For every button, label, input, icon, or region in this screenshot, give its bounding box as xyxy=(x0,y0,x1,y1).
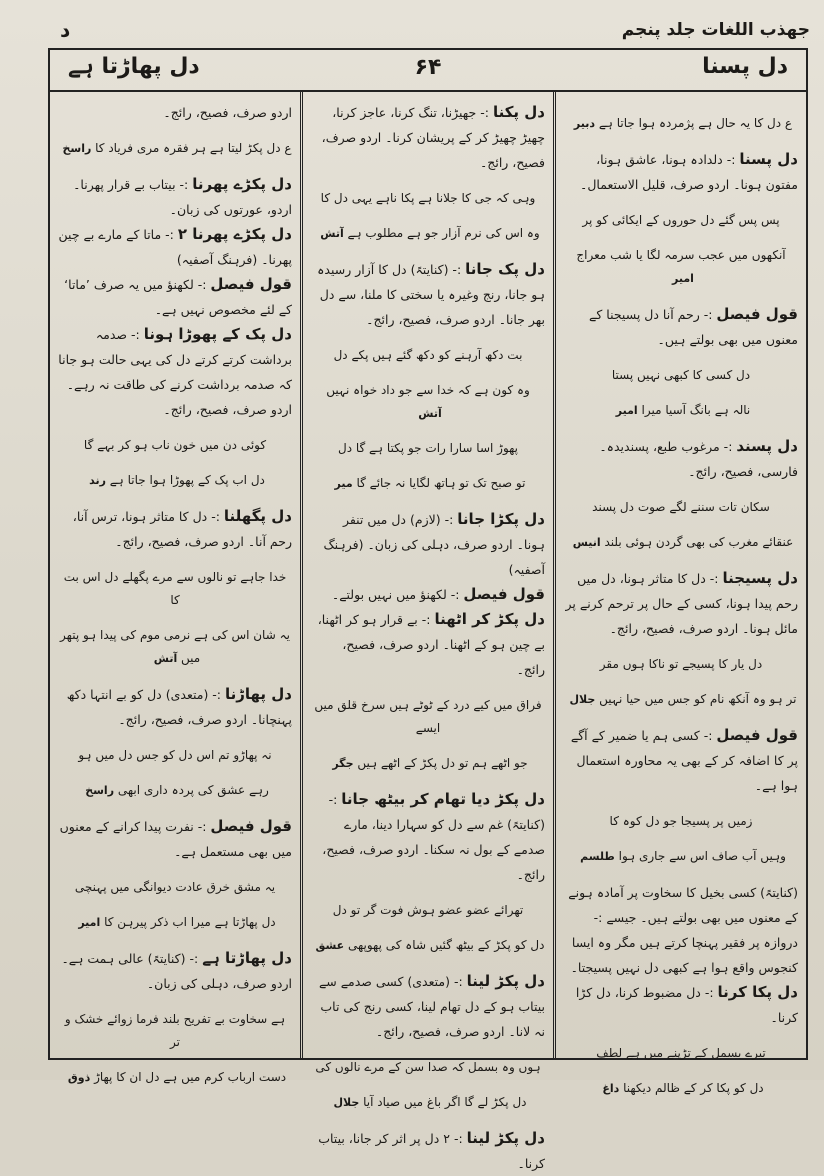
verse-line xyxy=(311,1056,545,1079)
verse-line xyxy=(311,752,545,775)
entry-definition: :- نفرت پیدا کرانے کے معنوں میں بھی مستعمل ہے۔ xyxy=(59,819,292,859)
column-right xyxy=(556,92,806,1095)
verse-line xyxy=(311,222,545,245)
verse-text: دل پھاڑتا ہے میرا اب ذکر پیرہن کا xyxy=(104,915,276,929)
entry-definition: :- ماتا کے مارے بے چین پھرنا۔ (فرہنگ آصفیہ) xyxy=(58,227,292,267)
verse-text: ع دل پکڑ لیتا ہے ہر فقرہ مری فریاد کا xyxy=(95,141,292,155)
verse-text: ع دل کا یہ حال ہے پژمردہ ہوا جاتا ہے xyxy=(598,116,793,130)
column-middle xyxy=(303,92,556,1171)
verse-text: رہے عشق کی پردہ داری ابھی xyxy=(117,783,269,797)
dictionary-entry xyxy=(58,814,292,864)
verse-line xyxy=(58,469,292,492)
verse-line xyxy=(564,688,798,711)
verse-line xyxy=(564,364,798,387)
verse-text: وہی کہ جی کا جلانا ہے پکا ناہے یہی دل کا xyxy=(320,191,536,205)
running-header xyxy=(40,18,810,48)
verse-line xyxy=(58,624,292,670)
verse-text: فراق میں کیے درد کے ٹوٹے ہیں سرخ قلق میں ایسے xyxy=(314,698,542,735)
verse-line xyxy=(311,694,545,740)
entry-definition: :- دل کا متاثر ہونا، ترس آنا، رحم آنا۔ اردو صرف، فصیح، رائج۔ xyxy=(72,509,292,549)
poet-name: رند xyxy=(89,474,110,487)
verse-line xyxy=(58,779,292,802)
poet-name: جلال xyxy=(333,1096,364,1109)
entry-headword: دل پک جانا xyxy=(465,260,545,278)
dictionary-entry xyxy=(564,147,798,197)
section-letter: د xyxy=(60,18,71,42)
verse-line xyxy=(58,137,292,160)
entry-headword: قول فیصل xyxy=(716,305,798,323)
verse-line xyxy=(564,112,798,135)
verse-line xyxy=(564,244,798,290)
entry-headword: دل پھاڑنا xyxy=(224,685,292,703)
dictionary-entry xyxy=(58,946,292,996)
dictionary-entry xyxy=(311,969,545,1044)
verse-line xyxy=(564,531,798,554)
entry-headword: دل پسند xyxy=(736,437,798,455)
dictionary-entry xyxy=(564,723,798,798)
dictionary-entry xyxy=(311,257,545,332)
verse-text: آنکھوں میں عجب سرمہ لگا یا شب معراج xyxy=(576,248,786,262)
verse-text: وہ کون ہے کہ خدا سے جو داد خواہ نہیں xyxy=(326,383,530,397)
verse-text: دل اب پک کے پھوڑا ہوا جاتا ہے xyxy=(109,473,265,487)
entry-definition: :- دل مضبوط کرنا، دل کڑا کرنا۔ xyxy=(575,985,798,1025)
dictionary-entry xyxy=(564,302,798,352)
entry-headword: دل پسیجنا xyxy=(722,569,798,587)
entry-headword: دل پکا کرنا xyxy=(717,983,798,1001)
verse-text: دل کسی کا کبھی نہیں پستا xyxy=(611,368,751,382)
verse-text: نہ پھاڑو تم اس دل کو جس دل میں ہو xyxy=(78,748,272,762)
entry-headword: قول فیصل xyxy=(463,585,545,603)
verse-line xyxy=(58,434,292,457)
entry-definition: :- صدمہ برداشت کرتے کرتے دل کی یہی حالت ہو جانا کہ صدمہ برداشت کرنے کی طاقت نہ رہے۔ اردو صرف، فصیح، رائج۔ xyxy=(58,327,292,417)
poet-name: دبیر xyxy=(573,117,599,130)
entry-headword: دل پسنا xyxy=(739,150,798,168)
entry-definition: :- لکھنؤ میں یہ صرف ’ماتا‘ کے لئے مخصوص نہیں ہے۔ xyxy=(64,277,292,317)
entry-headword: دل پکڑ دیا تھام کر بیٹھ جانا xyxy=(341,790,545,808)
entry-definition: :- (کنایتہً) عالی ہمت ہے۔ اردو صرف، دہلی کی زبان۔ xyxy=(61,951,292,991)
entry-definition: :- جھیڑنا، تنگ کرنا، عاجز کرنا، چھیڑ چھیڑ کر کے پریشان کرنا۔ اردو صرف، فصیح، رائج۔ xyxy=(321,105,545,170)
verse-line xyxy=(311,899,545,922)
verse-text: یہ شان اس کی ہے نرمی موم کی پیدا ہو پتھر میں xyxy=(60,628,290,665)
verse-text: کوئی دن میں خون ناب ہو کر بہے گا xyxy=(83,438,267,452)
entry-definition: :- لکھنؤ میں نہیں بولتے۔ xyxy=(331,587,464,602)
dictionary-entry xyxy=(564,566,798,641)
poet-name: داغ xyxy=(602,1082,624,1095)
dictionary-entry xyxy=(58,682,292,732)
entry-definition: :- بے قرار ہو کر اٹھنا، بے چین ہو کے اٹھنا۔ اردو صرف، فصیح، رائج۔ xyxy=(317,612,545,677)
verse-text: سکان تات سننے لگے صوت دل پسند xyxy=(592,500,770,514)
poet-name: ذوق xyxy=(67,1071,95,1084)
poet-name: راسخ xyxy=(62,142,96,155)
poet-name: جلال xyxy=(569,693,600,706)
verse-text: دست ارباب کرم میں ہے دل ان کا پھاڑ xyxy=(94,1070,287,1084)
entry-headword: دل پکڑا جانا xyxy=(457,510,545,528)
entry-definition: :- (کنایتہً) غم سے دل کو سہارا دینا، مارے صدمے کے بول نہ سکنا۔ اردو صرف، فصیح، رائج۔ xyxy=(322,792,545,882)
poet-name: آتش xyxy=(153,652,182,665)
poet-name: امیر xyxy=(672,272,694,285)
poet-name: انیس xyxy=(572,536,605,549)
dictionary-entry xyxy=(311,582,545,607)
dictionary-entry xyxy=(311,100,545,175)
poet-name: میر xyxy=(334,477,357,490)
dictionary-entry xyxy=(311,607,545,682)
verse-line xyxy=(564,1042,798,1065)
entry-headword: دل پکڑے پھرنا xyxy=(192,175,292,193)
verse-text: تر ہو وہ آنکھ نام کو جس میں حیا نہیں xyxy=(599,692,797,706)
verse-text: دل پکڑ لے گا اگر باغ میں صیاد آیا xyxy=(363,1095,527,1109)
entry-definition: :- (متعدی) کسی صدمے سے بیتاب ہو کے دل تھام لینا، کسی رنج کی تاب نہ لانا۔ اردو صرف، فصیح، رائج۔ xyxy=(318,974,545,1039)
entry-definition: :- کسی ہم یا ضمیر کے آگے پر کا اضافہ کر کے بھی یہ محاورہ استعمال ہوا ہے۔ xyxy=(570,728,798,793)
headword-bar xyxy=(50,50,806,92)
verse-text: ہوں وہ بسمل کہ صدا سن کے مرے نالوں کی xyxy=(315,1060,541,1074)
page-number: ۶۴ xyxy=(414,55,442,80)
verse-text: تھرائے عضو عضو ہوش فوت گر تو دل xyxy=(332,903,524,917)
verse-line xyxy=(564,1077,798,1100)
verse-text: وہیں آب صاف اس سے جاری ہوا xyxy=(618,849,786,863)
verse-line xyxy=(311,934,545,957)
entry-definition: :- دل کا متاثر ہونا، دل میں رحم پیدا ہونا، کسی کے حال پر ترحم کرنے پر مائل ہونا۔ اردو صرف، فصیح، رائج۔ xyxy=(565,571,798,636)
verse-line xyxy=(564,496,798,519)
verse-text: نالہ ہے بانگ آسیا میرا xyxy=(641,403,751,417)
dictionary-entry xyxy=(564,980,798,1030)
entry-definition: :- بیتاب بے قرار پھرنا۔ اردو، عورتوں کی زبان۔ xyxy=(73,177,292,217)
entry-definition: :- رحم آنا دل پسیجنا کے معنوں میں بھی بولتے ہیں۔ xyxy=(589,307,798,347)
entry-headword: دل پکڑ لینا xyxy=(466,1129,545,1147)
entry-headword: دل پکڑے پھرنا ۲ xyxy=(177,225,292,243)
poet-name: جگر xyxy=(332,757,358,770)
verse-text: جو اٹھے ہم تو دل پکڑ کے اٹھے ہیں xyxy=(357,756,528,770)
dictionary-entry xyxy=(58,504,292,554)
entry-definition: :- ۲ دل پر اثر کر جانا، بیتاب کرنا۔ xyxy=(318,1131,545,1171)
verse-text: وہ اس کی نرم آزار جو ہے مطلوب ہے xyxy=(347,226,540,240)
dictionary-entry xyxy=(58,222,292,272)
page-frame xyxy=(48,48,808,1171)
verse-text: دل یار کا پسیجے تو ناکا ہوں مقر xyxy=(599,657,763,671)
last-headword: دل پھاڑتا ہے xyxy=(68,54,200,79)
verse-line xyxy=(564,653,798,676)
verse-line xyxy=(58,1008,292,1054)
verse-line xyxy=(311,344,545,367)
entry-definition: :- (لازم) دل میں تنفر ہونا۔ اردو صرف، دہلی کی زبان۔ (فرہنگ آصفیہ) xyxy=(323,512,545,577)
verse-text: بت دکھ آرہنے کو دکھ گئے ہیں پکے دل xyxy=(333,348,523,362)
entry-definition: :- دلدادہ ہونا، عاشق ہونا، مفتون ہونا۔ اردو صرف، قلیل الاستعمال۔ xyxy=(580,152,798,192)
entry-headword: دل پکڑ لینا xyxy=(466,972,545,990)
verse-line xyxy=(311,437,545,460)
verse-line xyxy=(58,911,292,934)
plain-text: اردو صرف، فصیح، رائج۔ xyxy=(163,105,292,120)
entry-definition: :- مرغوب طبع، پسندیدہ۔ فارسی، فصیح، رائج۔ xyxy=(599,439,798,479)
dictionary-entry xyxy=(58,272,292,322)
dictionary-entry xyxy=(58,322,292,422)
entry-headword: دل پکڑ کر اٹھنا xyxy=(434,610,545,628)
verse-line xyxy=(311,187,545,210)
plain-text: (کنایتہً) کسی بخیل کا سخاوت پر آمادہ ہونے کے معنوں میں بھی بولتے ہیں۔ جیسے :- دروازہ پر فقیر پہنچا کرتے ہیں مگر وہ ایسا کنجوس واقع ہوا ہے کبھی دل نہیں پسیجتا۔ xyxy=(568,885,798,975)
book-title: جهذب اللغات جلد پنجم xyxy=(621,20,810,40)
entry-definition: :- (متعدی) دل کو بے انتہا دکھ پہنچانا۔ اردو صرف، فصیح، رائج۔ xyxy=(66,687,292,727)
poet-name: امیر xyxy=(615,404,642,417)
verse-text: دل کو پکا کر کے ظالم دیکھنا xyxy=(623,1081,764,1095)
dictionary-entry xyxy=(58,172,292,222)
verse-text: خدا جاہے تو نالوں سے مرے پگھلے دل اس بت کا xyxy=(63,570,287,607)
poet-name: طلسم xyxy=(580,850,619,863)
verse-line xyxy=(58,876,292,899)
poet-name: امیر xyxy=(78,916,105,929)
entry-headword: قول فیصل xyxy=(716,726,798,744)
verse-line xyxy=(564,209,798,232)
entry-headword: دل پگھلنا xyxy=(223,507,292,525)
dictionary-entry xyxy=(311,507,545,582)
dictionary-entry xyxy=(564,434,798,484)
dictionary-entry xyxy=(311,1126,545,1176)
verse-line xyxy=(58,566,292,612)
entry-headword: قول فیصل xyxy=(210,817,292,835)
verse-line xyxy=(564,399,798,422)
verse-text: عنقائے مغرب کی بھی گردن ہوئی بلند xyxy=(604,535,794,549)
entry-headword: دل پک کے پھوڑا ہونا xyxy=(143,325,292,343)
entry-headword: دل پھاڑتا ہے xyxy=(202,949,292,967)
poet-name: آتش xyxy=(320,227,348,240)
verse-line xyxy=(311,472,545,495)
verse-line xyxy=(564,810,798,833)
verse-text: یہ مشق خرق عادت دیوانگی میں پہنچی xyxy=(74,880,276,894)
verse-line xyxy=(311,1091,545,1114)
dictionary-entry xyxy=(311,787,545,887)
poet-name: عشق xyxy=(315,939,348,952)
entry-headword: قول فیصل xyxy=(210,275,292,293)
entry-headword: دل پکنا xyxy=(492,103,545,121)
text-columns xyxy=(50,92,806,1171)
verse-text: ہے سخاوت بے تفریح بلند فرما زوائے خشک و تر xyxy=(64,1012,286,1049)
verse-text: پھوڑ اسا سارا رات جو پکتا ہے گا دل xyxy=(337,441,519,455)
verse-line xyxy=(58,744,292,767)
entry-definition: :- (کنایتہً) دل کا آزار رسیدہ ہو جانا، رنج وغیرہ یا سختی کا ملنا، سے دل بھر جانا۔ اردو صرف، فصیح، رائج۔ xyxy=(317,262,545,327)
poet-name: آتش xyxy=(418,407,442,420)
verse-text: پس پس گئے دل حوروں کے ایکائی کو پر xyxy=(582,213,780,227)
verse-text: زمیں پر پسیجا جو دل کوہ کا xyxy=(609,814,753,828)
verse-line xyxy=(311,379,545,425)
first-headword: دل پسنا xyxy=(702,54,788,79)
verse-text: تو صبح تک تو ہاتھ لگایا نہ جائے گا xyxy=(356,476,526,490)
column-left xyxy=(50,92,303,1084)
poet-name: راسخ xyxy=(85,784,118,797)
verse-text: دل کو پکڑ کے بیٹھ گئیں شاہ کی پھوپھی xyxy=(347,938,545,952)
verse-text: تیرے بسمل کے تڑپنے میں ہے لطف xyxy=(596,1046,766,1060)
verse-line xyxy=(58,1066,292,1089)
verse-line xyxy=(564,845,798,868)
